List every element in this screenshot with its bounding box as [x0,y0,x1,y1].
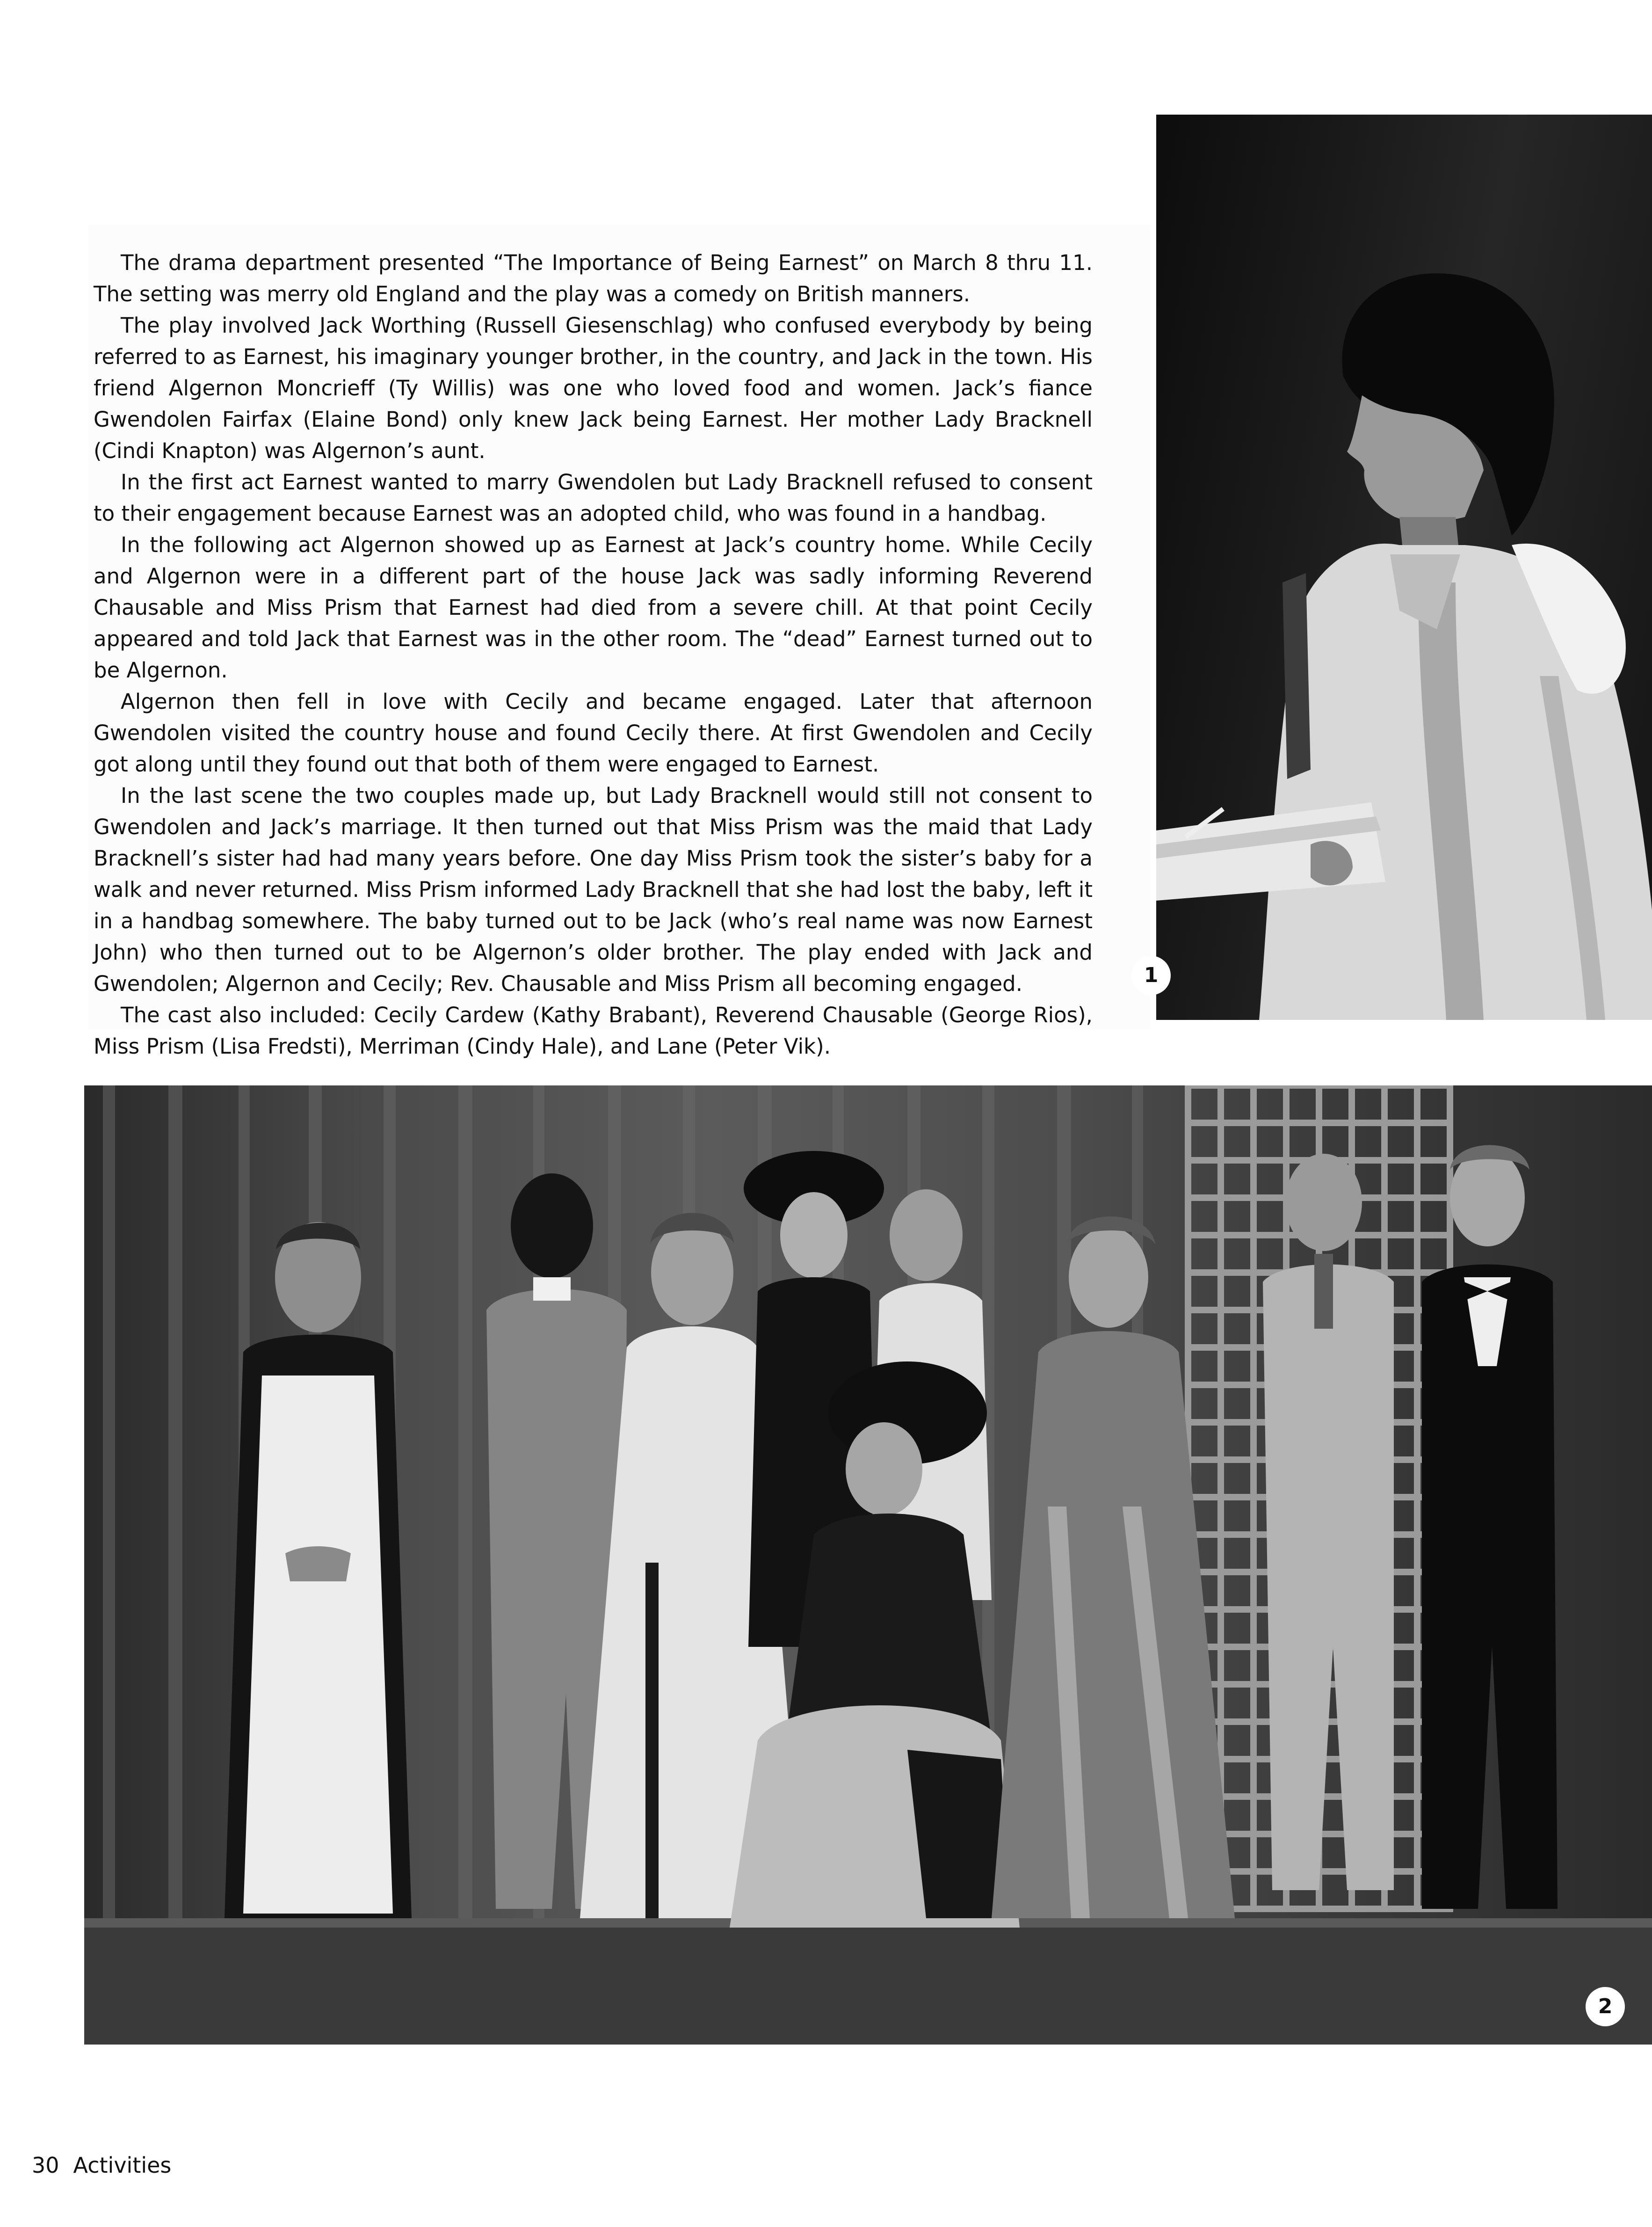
article-paragraph-4: In the following act Algernon showed up as Earnest at Jack’s country home. While Cecily and Algernon were in a different part of the house Jack was sadly informing Reverend Chausable and Miss Prism that Earnest had died from a severe chill. At that point Cecily appeared and told Jack that Earnest was in the other room. The “dead” Earnest turned out to be Algernon. [94,532,1093,683]
article-paragraph-2: The play involved Jack Worthing (Russell Giesenschlag) who confused everybody by being referred to as Earnest, his imaginary younger brother, in the country, and Jack in the town. His friend Algernon Moncrieff (Ty Willis) was one who loved food and women. Jack’s fiance Gwendolen Fairfax (Elaine Bond) only knew Jack being Earnest. Her mother Lady Bracknell (Cindi Knapton) was Algernon’s aunt. [94,313,1093,463]
photo-cast-on-stage [84,1085,1652,2045]
photo-2-illustration [84,1085,1652,2045]
article-text [94,247,1093,1062]
article-paragraph-6: In the last scene the two couples made up, but Lady Bracknell would still not consent to Gwendolen and Jack’s marriage. It then turned out that Miss Prism was the maid that Lady Bracknell’s sister had had many years before. One day Miss Prism took the sister’s baby for a walk and never returned. Miss Prism informed Lady Bracknell that she had lost the baby, left it in a handbag somewhere. The baby turned out to be Jack (who’s real name was now Earnest John) who then turned out to be Algernon’s older brother. The play ended with Jack and Gwendolen; Algernon and Cecily; Rev. Chausable and Miss Prism all becoming engaged. [94,783,1093,996]
photo-2-number-badge: 2 [1586,1987,1625,2026]
page-footer [32,2151,171,2179]
page-number: 30 [32,2153,59,2178]
article-paragraph-7: The cast also included: Cecily Cardew (Kathy Brabant), Reverend Chausable (George Rios), Miss Prism (Lisa Fredsti), Merriman (Cindy Hale), and Lane (Peter Vik). [94,1003,1093,1059]
section-name: Activities [73,2153,172,2178]
photo-actress-with-script [1156,115,1652,1020]
photo-1-illustration [1156,115,1652,1020]
photo-1-number-badge: 1 [1131,956,1171,995]
article-paragraph-5: Algernon then fell in love with Cecily and became engaged. Later that afternoon Gwendolen visited the country house and found Cecily there. At first Gwendolen and Cecily got along until they found out that both of them were engaged to Earnest. [94,689,1093,777]
article-paragraph-3: In the first act Earnest wanted to marry Gwendolen but Lady Bracknell refused to consent to their engagement because Earnest was an adopted child, who was found in a handbag. [94,470,1093,526]
article-paragraph-1: The drama department presented “The Importance of Being Earnest” on March 8 thru 11. The setting was merry old England and the play was a comedy on British manners. [94,250,1093,306]
